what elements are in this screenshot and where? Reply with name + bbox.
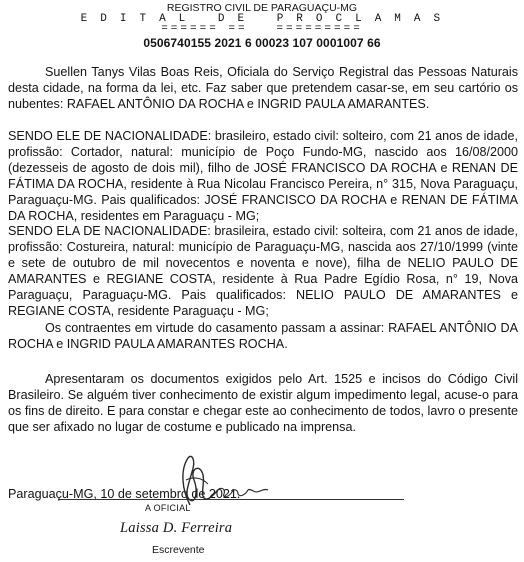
- closing-paragraph: Apresentaram os documentos exigidos pelo Art. 1525 e incisos do Código Civil Brasileiro. Se alguém tiver conhecimento de existir algum impedimento legal, acuse-o para os fins de direito. E para constar e chegar este ao conhecimento de todos, lavro o presente que ser afixado no lugar de costume e publicado na imprensa.: [8, 372, 518, 434]
- edital-underline: ====== == =========: [161, 23, 363, 35]
- date-place: Paraguaçu-MG, 10 de setembro de 2021.: [8, 487, 241, 501]
- registration-code: 0506740155 2021 6 00023 107 0001007 66: [143, 36, 381, 50]
- groom-paragraph: SENDO ELE DE NACIONALIDADE: brasileiro, estado civil: solteiro, com 21 anos de idade, profissão: Cortador, natural: município de Poço Fundo-MG, nascido aos 16/08/2000 (dezesseis de agosto de dois mil), filho de JOSÉ FRANCISCO DA ROCHA e RENAN DE FÁTIMA DA ROCHA, residente à Rua Nicolau Francisco Pereira, n° 315, Nova Paraguaçu, Paraguaçu-MG. Pais qualificados: JOSÉ FRANCISCO DA ROCHA e RENAN DE FÁTIMA DA ROCHA, residentes em Paraguaçu - MG;: [8, 129, 518, 223]
- signer-title: Escrevente: [152, 544, 205, 556]
- edital-title: E D I T A L D E P R O C L A M A S: [80, 13, 444, 25]
- signature-line: [58, 499, 404, 500]
- registry-title: REGISTRO CIVIL DE PARAGUAÇU-MG: [166, 2, 358, 14]
- handwritten-signature: [168, 450, 288, 510]
- signer-name: Laissa D. Ferreira: [120, 520, 233, 536]
- official-role: A OFICIAL: [145, 503, 191, 513]
- bride-paragraph: SENDO ELA DE NACIONALIDADE: brasileira, estado civil: solteira, com 21 anos de idade, profissão: Costureira, natural: município de Paraguaçu-MG, nascida aos 27/10/1999 (vinte e sete de outubro de mil novecentos e noventa e nove), filha de NELIO PAULO DE AMARANTES e REGIANE COSTA, residente à Rua Padre Egídio Rosa, n° 19, Nova Paraguaçu, Paraguaçu-MG. Pais qualificados: NELIO PAULO DE AMARANTES e REGIANE COSTA, residente Paraguaçu - MG;: [8, 224, 518, 318]
- intro-paragraph: Suellen Tanys Vilas Boas Reis, Oficiala do Serviço Registral das Pessoas Naturais desta cidade, na forma da lei, etc. Faz saber que pretendem casar-se, em seu cartório os nubentes: RAFAEL ANTÔNIO DA ROCHA e INGRID PAULA AMARANTES.: [8, 65, 518, 111]
- signers-paragraph: Os contraentes em virtude do casamento passam a assinar: RAFAEL ANTÔNIO DA ROCHA e INGRID PAULA AMARANTES ROCHA.: [8, 321, 518, 351]
